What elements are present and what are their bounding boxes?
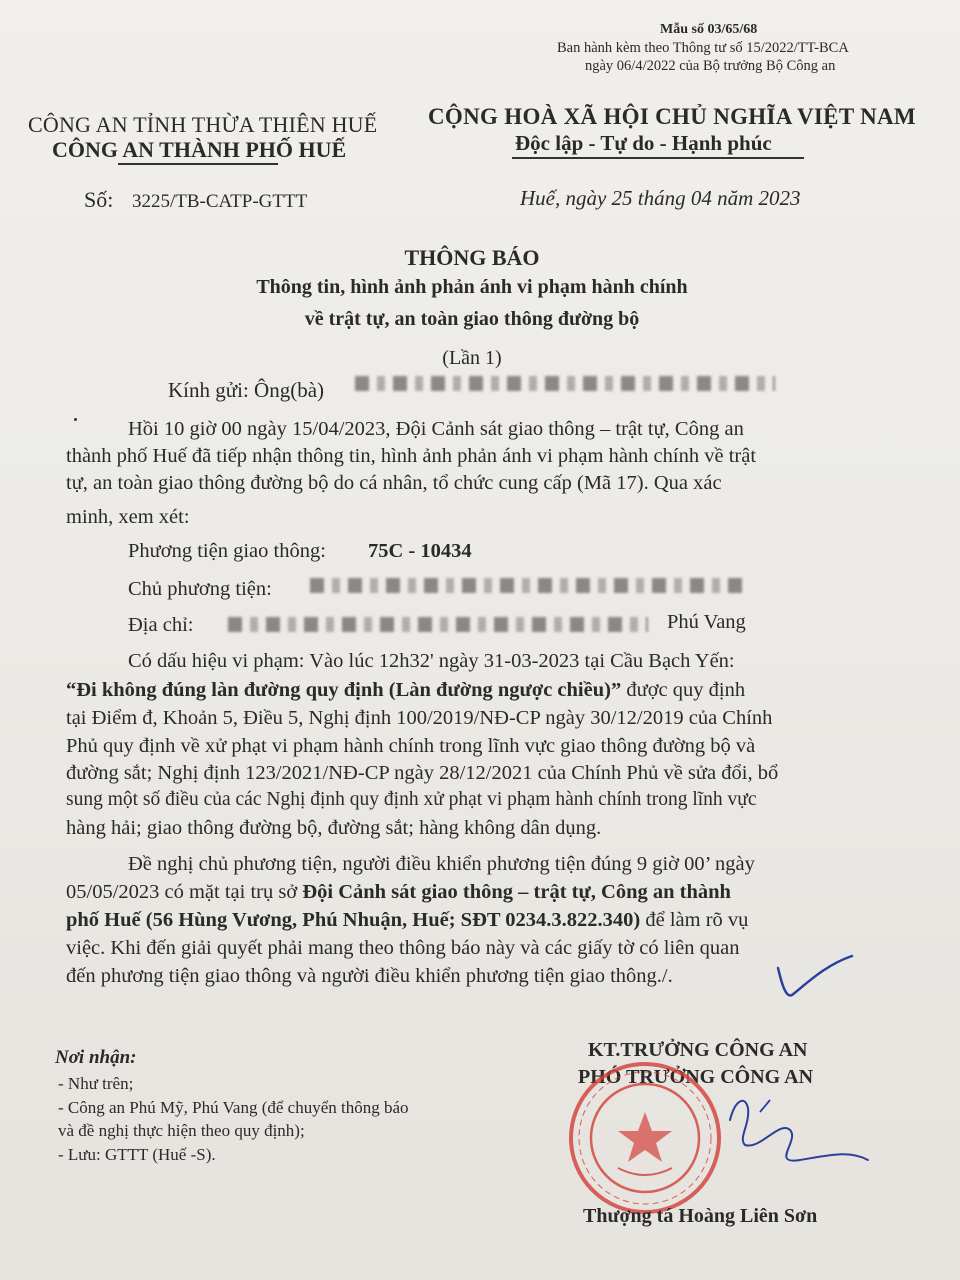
form-number: Mẫu số 03/65/68 xyxy=(660,22,758,37)
signature-title-2: PHÓ TRƯỞNG CÔNG AN xyxy=(578,1066,814,1088)
violation-line-1: Có dấu hiệu vi phạm: Vào lúc 12h32' ngày 31-03-2023 tại Cầu Bạch Yến: xyxy=(128,650,735,672)
org-parent: CÔNG AN TỈNH THỪA THIÊN HUẾ xyxy=(28,112,378,137)
recipient-item: và đề nghị thực hiện theo quy định); xyxy=(58,1121,305,1140)
recipient-item: - Công an Phú Mỹ, Phú Vang (để chuyển thông báo xyxy=(58,1098,409,1117)
signer-name: Thượng tá Hoàng Liên Sơn xyxy=(583,1205,818,1227)
request-office: Đội Cảnh sát giao thông – trật tự, Công an thành xyxy=(302,881,731,903)
signature-title-1: KT.TRƯỞNG CÔNG AN xyxy=(588,1039,808,1061)
request-line-2-plain: 05/05/2023 có mặt tại trụ sở xyxy=(66,881,303,903)
document-number-label: Số: xyxy=(84,187,114,212)
recipients-title: Nơi nhận: xyxy=(55,1047,137,1068)
request-line-5: đến phương tiện giao thông và người điều khiển phương tiện giao thông./. xyxy=(66,965,673,987)
vehicle-label: Phương tiện giao thông: xyxy=(128,540,326,562)
document-date: Huế, ngày 25 tháng 04 năm 2023 xyxy=(520,186,801,210)
violation-line-6: sung một số điều của các Nghị định quy định xử phạt vi phạm hành chính trong lĩnh vực xyxy=(66,789,757,810)
intro-line-2: thành phố Huế đã tiếp nhận thông tin, hình ảnh phản ánh vi phạm hành chính về trật xyxy=(66,445,757,467)
form-issued-line-2: ngày 06/4/2022 của Bộ trưởng Bộ Công an xyxy=(585,58,836,74)
document-number: 3225/TB-CATP-GTTT xyxy=(132,191,308,212)
request-line-3-tail: để làm rõ vụ xyxy=(640,909,749,931)
violation-quote-tail: được quy định xyxy=(621,679,746,701)
violation-line-7: hàng hải; giao thông đường bộ, đường sắt; hàng không dân dụng. xyxy=(66,817,602,839)
address-label: Địa chỉ: xyxy=(128,614,194,636)
owner-label: Chủ phương tiện: xyxy=(128,578,272,600)
address-district: Phú Vang xyxy=(667,611,746,633)
document-subtitle-2: về trật tự, an toàn giao thông đường bộ xyxy=(304,308,640,330)
violation-line-4: Phủ quy định về xử phạt vi phạm hành chính trong lĩnh vực giao thông đường bộ và xyxy=(66,735,756,757)
document-subtitle-1: Thông tin, hình ảnh phản ánh vi phạm hành chính xyxy=(256,276,688,298)
request-line-4: việc. Khi đến giải quyết phải mang theo thông báo này và các giấy tờ có liên quan xyxy=(66,937,740,959)
nation-title: CỘNG HOÀ XÃ HỘI CHỦ NGHĨA VIỆT NAM xyxy=(428,104,916,129)
document-title: THÔNG BÁO xyxy=(404,245,540,270)
nation-motto: Độc lập - Tự do - Hạnh phúc xyxy=(515,131,772,155)
form-issued-line-1: Ban hành kèm theo Thông tư số 15/2022/TT-BCA xyxy=(557,40,849,56)
intro-line-4: minh, xem xét: xyxy=(66,506,190,528)
notice-round: (Lần 1) xyxy=(442,347,502,369)
salutation: Kính gửi: Ông(bà) xyxy=(168,378,325,402)
request-line-1: Đề nghị chủ phương tiện, người điều khiển phương tiện đúng 9 giờ 00’ ngày xyxy=(128,853,755,875)
recipient-item: - Lưu: GTTT (Huế -S). xyxy=(58,1145,216,1164)
vehicle-plate: 75C - 10434 xyxy=(368,540,472,562)
request-address: phố Huế (56 Hùng Vương, Phú Nhuận, Huế; SĐT 0234.3.822.340) xyxy=(66,909,641,931)
intro-line-1: Hồi 10 giờ 00 ngày 15/04/2023, Đội Cảnh sát giao thông – trật tự, Công an xyxy=(128,418,744,440)
intro-line-3: tự, an toàn giao thông đường bộ do cá nhân, tổ chức cung cấp (Mã 17). Qua xác xyxy=(66,472,722,494)
violation-line-3: tại Điểm đ, Khoản 5, Điều 5, Nghị định 100/2019/NĐ-CP ngày 30/12/2019 của Chính xyxy=(66,707,773,729)
violation-quote: “Đi không đúng làn đường quy định (Làn đường ngược chiều)” xyxy=(66,679,622,701)
org-name: CÔNG AN THÀNH PHỐ HUẾ xyxy=(52,137,347,162)
recipient-item: - Như trên; xyxy=(58,1074,134,1093)
violation-line-5: đường sắt; Nghị định 123/2021/NĐ-CP ngày 28/12/2021 của Chính Phủ về sửa đổi, bổ xyxy=(66,762,779,784)
